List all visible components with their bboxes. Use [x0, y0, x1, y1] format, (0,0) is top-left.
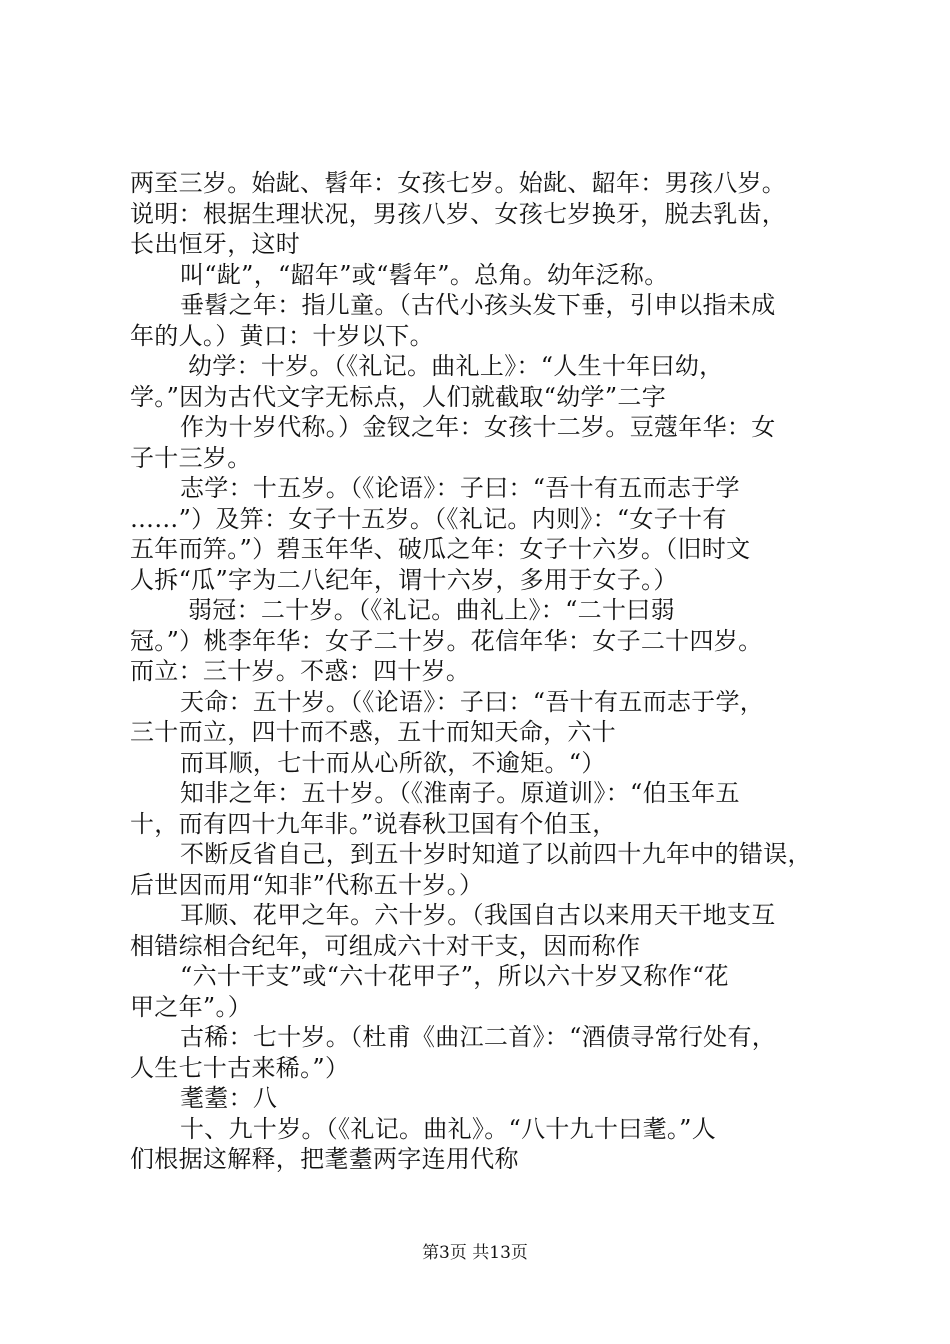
- text-line: 十，而有四十九年非。”说春秋卫国有个伯玉，: [130, 809, 617, 838]
- text-line: 五年而笄。”）碧玉年华、破瓜之年：女子十六岁。（旧时文: [130, 535, 751, 563]
- text-line: 十、九十岁。（《礼记。曲礼》。“八十九十曰耄。”人: [180, 1114, 717, 1143]
- text-line: 长出恒牙，这时: [130, 230, 301, 258]
- text-line: 说明：根据生理状况，男孩八岁、女孩七岁换牙，脱去乳齿，: [130, 199, 787, 228]
- text-line: 耳顺、花甲之年。六十岁。（我国自古以来用天干地支互: [180, 901, 776, 929]
- text-line: “六十干支”或“六十花甲子”，所以六十岁又称作“花: [180, 962, 729, 990]
- text-line: 耄耋：八: [180, 1084, 278, 1112]
- text-line: 子十三岁。: [130, 443, 252, 472]
- text-line: 冠。”）桃李年华：女子二十岁。花信年华：女子二十四岁。: [130, 626, 763, 655]
- text-line: 志学：十五岁。（《论语》：子曰：“吾十有五而志于学: [180, 474, 740, 502]
- page-footer: 第3页 共13页: [422, 1243, 528, 1263]
- text-line: 人生七十古来稀。”）: [130, 1053, 350, 1082]
- text-line: 知非之年：五十岁。（《淮南子。原道训》：“伯玉年五: [180, 779, 740, 807]
- text-line: 叫“龀”，“龆年”或“髫年”。总角。幼年泛称。: [180, 260, 669, 289]
- text-line: 学。”因为古代文字无标点，人们就截取“幼学”二字: [130, 382, 667, 411]
- text-line: 而立：三十岁。不惑：四十岁。: [130, 657, 471, 685]
- text-line: 古稀：七十岁。（杜甫《曲江二首》：“酒债寻常行处有，: [180, 1023, 777, 1051]
- text-line: 不断反省自己，到五十岁时知道了以前四十九年中的错误，: [180, 840, 812, 868]
- text-line: 而耳顺，七十而从心所欲，不逾矩。“）: [180, 748, 606, 777]
- text-line: 年的人。）黄口：十岁以下。: [130, 321, 434, 350]
- text-line: 三十而立，四十而不惑，五十而知天命，六十: [130, 718, 616, 746]
- text-line: 作为十岁代称。）金钗之年：女孩十二岁。豆蔻年华：女: [180, 413, 776, 441]
- text-line: 相错综相合纪年，可组成六十对干支，因而称作: [130, 931, 641, 960]
- text-line: 垂髫之年：指儿童。（古代小孩头发下垂，引申以指未成: [180, 291, 776, 319]
- text-line: 甲之年”。）: [130, 992, 253, 1021]
- text-line: 弱冠：二十岁。（《礼记。曲礼上》：“二十曰弱: [188, 596, 675, 624]
- body-text: [130, 168, 835, 1175]
- text-line: 们根据这解释，把耄耋两字连用代称: [130, 1145, 519, 1173]
- text-line: ……”）及笄：女子十五岁。（《礼记。内则》：“女子十有: [130, 504, 727, 533]
- text-line: 天命：五十岁。（《论语》：子曰：“吾十有五而志于学，: [180, 687, 765, 716]
- text-line: 两至三岁。始龀、髫年：女孩七岁。始龀、龆年：男孩八岁。: [130, 169, 787, 197]
- text-line: 幼学：十岁。（《礼记。曲礼上》：“人生十年曰幼，: [188, 352, 724, 380]
- text-line: 后世因而用“知非”代称五十岁。）: [130, 870, 484, 899]
- text-line: 人拆“瓜”字为二八纪年，谓十六岁，多用于女子。）: [130, 565, 678, 594]
